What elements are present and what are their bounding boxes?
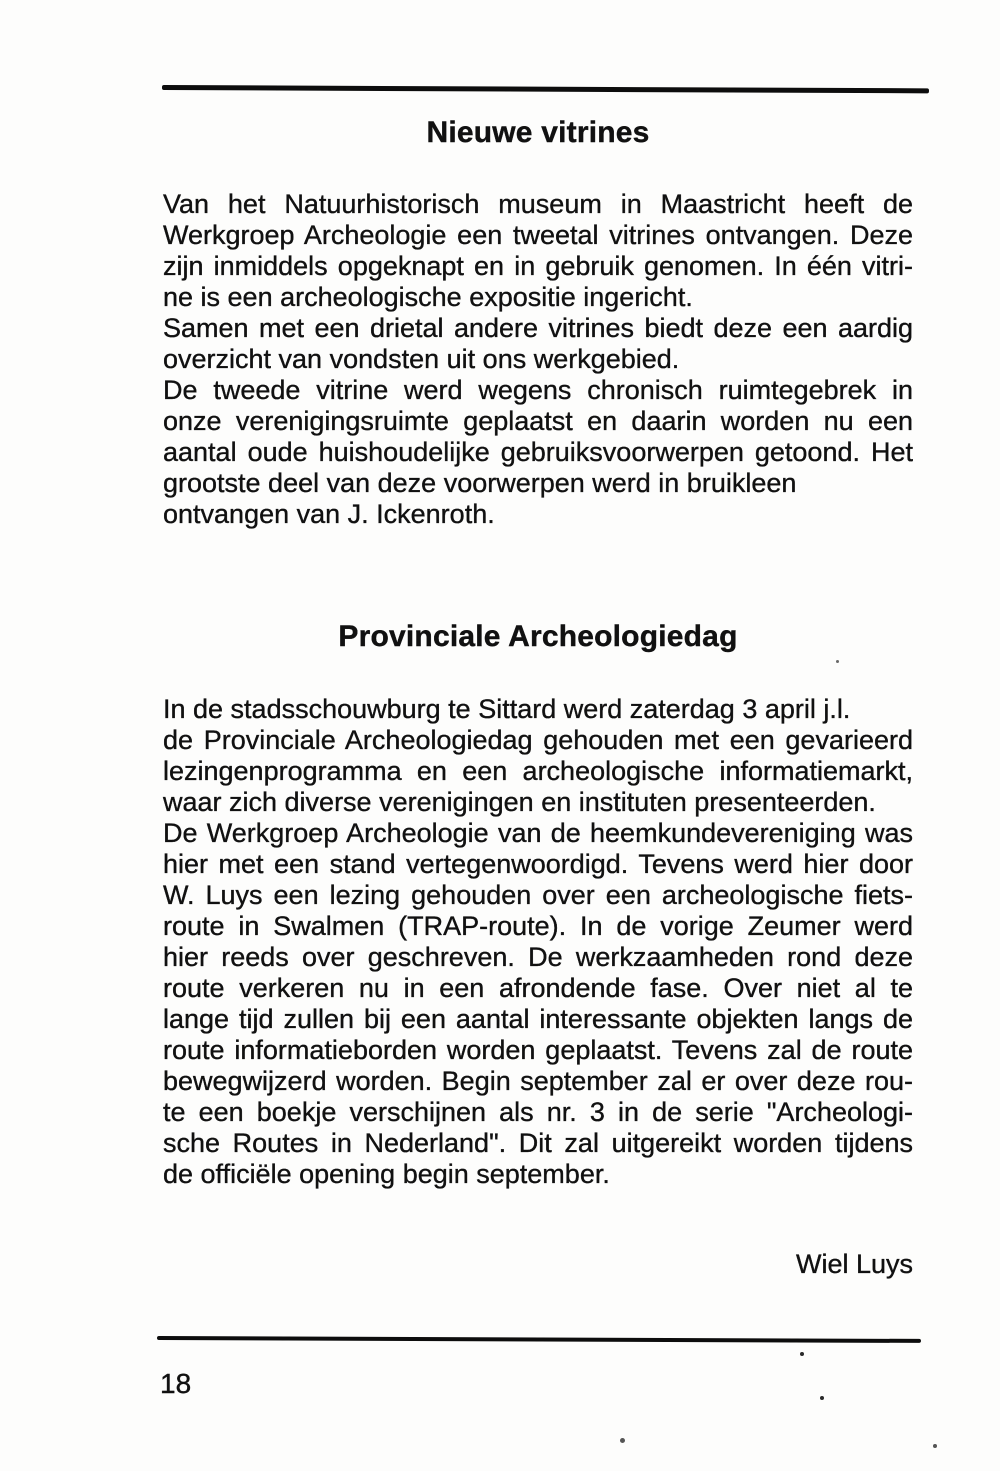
section-heading-provinciale-archeologiedag: Provinciale Archeologiedag — [338, 620, 738, 653]
text-line: zijn inmiddels opgeknapt en in gebruik genomen. In één vitri- — [163, 251, 913, 281]
paragraph-nieuwe-vitrines — [163, 189, 913, 530]
text-line: bewegwijzerd worden. Begin september zal er over deze rou- — [163, 1066, 913, 1096]
page-number: 18 — [160, 1368, 192, 1399]
text-line: waar zich diverse verenigingen en instituten presenteerden. — [163, 787, 876, 817]
text-line: De Werkgroep Archeologie van de heemkundevereniging was — [163, 818, 913, 848]
text-line: lange tijd zullen bij een aantal interessante objekten langs de — [163, 1004, 913, 1034]
text-line: Werkgroep Archeologie een tweetal vitrines ontvangen. Deze — [163, 220, 913, 250]
paragraph-provinciale-archeologiedag — [163, 694, 913, 1190]
text-line: De tweede vitrine werd wegens chronisch ruimtegebrek in — [163, 375, 913, 405]
text-line: lezingenprogramma en een archeologische informatiemarkt, — [163, 756, 913, 786]
text-line: route informatieborden worden geplaatst. Tevens zal de route — [163, 1035, 913, 1065]
scan-speck — [820, 1396, 824, 1400]
text-line: te een boekje verschijnen als nr. 3 in de serie "Archeologi- — [163, 1097, 913, 1127]
scan-speck — [836, 660, 839, 663]
section-heading-nieuwe-vitrines: Nieuwe vitrines — [426, 116, 650, 149]
text-line: In de stadsschouwburg te Sittard werd zaterdag 3 april j.l. — [163, 694, 851, 724]
text-line: sche Routes in Nederland". Dit zal uitgereikt worden tijdens — [163, 1128, 913, 1158]
text-line: ontvangen van J. Ickenroth. — [163, 499, 495, 529]
text-line: overzicht van vondsten uit ons werkgebied. — [163, 344, 680, 374]
top-rule — [162, 85, 929, 93]
text-line: route verkeren nu in een afrondende fase. Over niet al te — [163, 973, 913, 1003]
text-line: Samen met een drietal andere vitrines biedt deze een aardig — [163, 313, 913, 343]
bottom-rule — [157, 1336, 921, 1343]
text-line: aantal oude huishoudelijke gebruiksvoorwerpen getoond. Het — [163, 437, 913, 467]
author-signature: Wiel Luys — [795, 1249, 913, 1279]
text-line: W. Luys een lezing gehouden over een archeologische fiets- — [163, 880, 913, 910]
text-line: Van het Natuurhistorisch museum in Maastricht heeft de — [163, 189, 913, 219]
text-line: hier met een stand vertegenwoordigd. Tevens werd hier door — [163, 849, 913, 879]
scan-speck — [800, 1352, 804, 1356]
text-line: grootste deel van deze voorwerpen werd in bruikleen — [163, 468, 797, 498]
text-line: onze verenigingsruimte geplaatst en daarin worden nu een — [163, 406, 913, 436]
text-line: de Provinciale Archeologiedag gehouden met een gevarieerd — [163, 725, 913, 755]
text-line: ne is een archeologische expositie ingericht. — [163, 282, 693, 312]
text-line: hier reeds over geschreven. De werkzaamheden rond deze — [163, 942, 913, 972]
text-line: route in Swalmen (TRAP-route). In de vorige Zeumer werd — [163, 911, 913, 941]
text-line: de officiële opening begin september. — [163, 1159, 610, 1189]
scan-speck — [620, 1438, 625, 1443]
scan-speck — [933, 1444, 937, 1448]
